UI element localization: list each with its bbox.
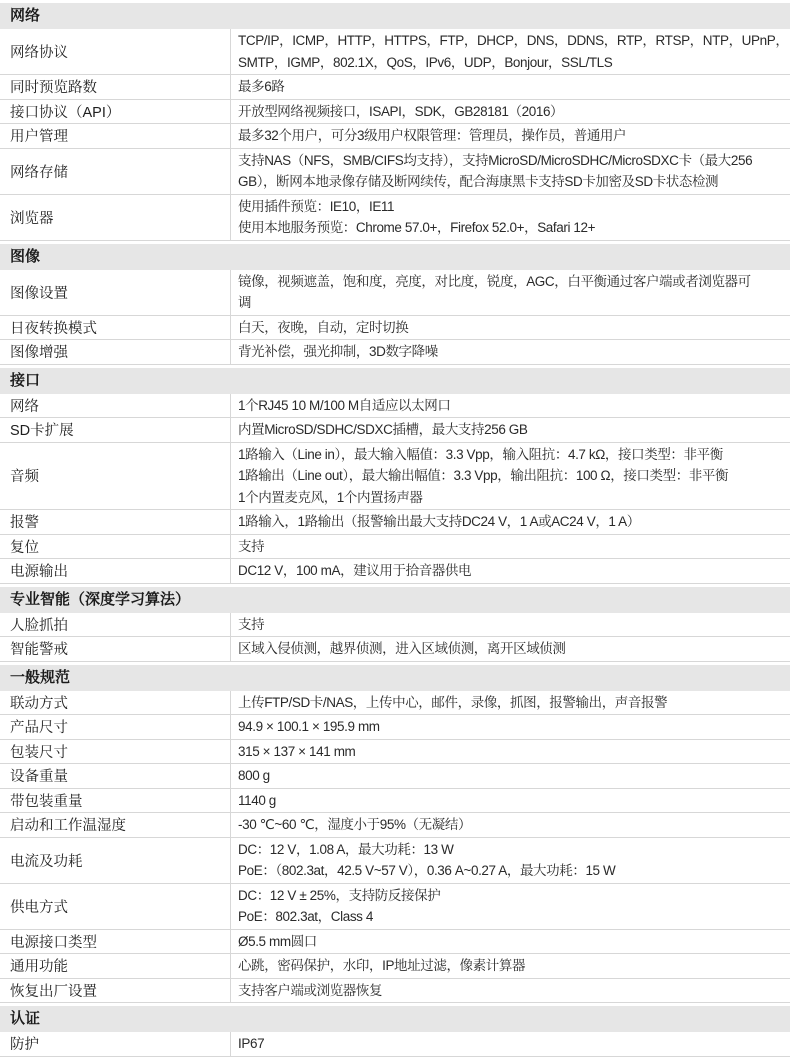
spec-value: [230, 884, 790, 929]
spec-label-text: 设备重量: [10, 769, 68, 786]
spec-value: [230, 1032, 790, 1056]
spec-value-line: SMTP，IGMP，802.1X，QoS，IPv6，UDP，Bonjour，SSL/TLS: [238, 54, 613, 70]
spec-value: [230, 813, 790, 837]
spec-label-text: 人脸抓拍: [10, 617, 68, 634]
spec-row: [0, 954, 790, 979]
spec-row: [0, 637, 790, 662]
spec-label-text: 网络存储: [10, 164, 68, 181]
spec-label: [0, 418, 230, 442]
spec-value: [230, 930, 790, 954]
spec-label-text: 用户管理: [10, 129, 68, 146]
spec-row: [0, 930, 790, 955]
spec-value-line: 315 × 137 × 141 mm: [238, 743, 356, 759]
spec-label: [0, 954, 230, 978]
spec-row: [0, 443, 790, 511]
spec-label-text: 带包装重量: [10, 793, 83, 810]
spec-label-text: 同时预览路数: [10, 80, 97, 97]
spec-label: [0, 340, 230, 364]
spec-row: [0, 813, 790, 838]
spec-row: [0, 124, 790, 149]
spec-label-text: 图像设置: [10, 285, 68, 302]
spec-row: [0, 340, 790, 365]
spec-row: [0, 740, 790, 765]
spec-value: [230, 954, 790, 978]
spec-value-line: TCP/IP，ICMP，HTTP，HTTPS，FTP，DHCP，DNS，DDNS，RTP，RTSP，NTP，UPnP，: [238, 33, 789, 48]
spec-label: [0, 316, 230, 340]
spec-label: [0, 100, 230, 124]
spec-label-text: SD卡扩展: [10, 423, 74, 440]
spec-value-line: 支持NAS（NFS，SMB/CIFS均支持），支持MicroSD/MicroSDHC/MicroSDXC卡（最大256: [238, 152, 753, 168]
spec-row: [0, 510, 790, 535]
spec-label: [0, 789, 230, 813]
spec-label-text: 电流及功耗: [10, 853, 83, 870]
spec-label-text: 电源接口类型: [10, 934, 97, 951]
spec-label-text: 网络协议: [10, 45, 68, 61]
spec-value: [230, 789, 790, 813]
spec-value-line: 最多32个用户，可分3级用户权限管理：管理员，操作员，普通用户: [238, 128, 627, 143]
spec-label: [0, 838, 230, 883]
spec-value-line: 94.9 × 100.1 × 195.9 mm: [238, 719, 380, 734]
spec-label: [0, 75, 230, 99]
spec-label: [0, 764, 230, 788]
spec-label-text: 启动和工作温湿度: [10, 818, 126, 835]
spec-value-line: 开放型网络视频接口，ISAPI，SDK，GB28181（2016）: [238, 103, 564, 119]
spec-row: [0, 613, 790, 638]
spec-value-line: Ø5.5 mm圆口: [238, 933, 317, 949]
spec-row: [0, 29, 790, 75]
spec-row: [0, 418, 790, 443]
spec-label: [0, 559, 230, 583]
spec-label-text: 通用功能: [10, 959, 68, 976]
spec-label-text: 包装尺寸: [10, 744, 68, 761]
spec-label-text: 供电方式: [10, 899, 68, 916]
section-header: 认证: [0, 1006, 790, 1032]
spec-label-text: 联动方式: [10, 695, 68, 712]
spec-label: [0, 979, 230, 1003]
spec-value: [230, 340, 790, 364]
spec-value: [230, 637, 790, 661]
spec-value-line: 1路输出（Line out），最大输出幅值：3.3 Vpp，输出阻抗：100 Ω，接口类型：非平衡: [238, 468, 729, 483]
spec-label: [0, 740, 230, 764]
spec-row: [0, 764, 790, 789]
spec-label: [0, 510, 230, 534]
spec-value: [230, 559, 790, 583]
spec-value-line: 支持: [238, 616, 265, 632]
spec-row: [0, 149, 790, 195]
spec-label-text: 产品尺寸: [10, 720, 68, 737]
spec-label: [0, 195, 230, 240]
spec-value: [230, 270, 790, 315]
spec-value: [230, 195, 790, 240]
spec-value-line: GB），断网本地录像存储及断网续传，配合海康黑卡支持SD卡加密及SD卡状态检测: [238, 174, 719, 189]
spec-row: [0, 270, 790, 316]
spec-label-text: 复位: [10, 539, 39, 556]
spec-value-line: 1路输入，1路输出（报警输出最大支持DC24 V，1 A或AC24 V，1 A）: [238, 514, 640, 529]
section-header: 接口: [0, 368, 790, 394]
spec-value-line: DC：12 V，1.08 A，最大功耗：13 W: [238, 841, 454, 857]
spec-value-line: 使用本地服务预览：Chrome 57.0+，Firefox 52.0+，Safari 12+: [238, 220, 596, 235]
spec-label: [0, 124, 230, 148]
spec-label: [0, 813, 230, 837]
spec-value-line: -30 ℃~60 ℃，湿度小于95%（无凝结）: [238, 817, 472, 832]
spec-label-text: 报警: [10, 515, 39, 532]
spec-label-text: 日夜转换模式: [10, 320, 97, 337]
spec-value-line: 调: [238, 295, 252, 310]
spec-row: [0, 75, 790, 100]
spec-value: [230, 510, 790, 534]
section-header: 一般规范: [0, 665, 790, 691]
spec-value-line: 背光补偿，强光抑制，3D数字降噪: [238, 344, 438, 359]
spec-label: [0, 715, 230, 739]
spec-value: [230, 838, 790, 883]
spec-row: [0, 884, 790, 930]
spec-value-line: 800 g: [238, 768, 270, 783]
spec-row: [0, 394, 790, 419]
spec-value: [230, 691, 790, 715]
spec-label-text: 智能警戒: [10, 642, 68, 659]
spec-value: [230, 100, 790, 124]
spec-label: [0, 29, 230, 74]
spec-value: [230, 535, 790, 559]
spec-table: [0, 3, 790, 1057]
spec-value-line: 支持: [238, 538, 265, 554]
spec-row: [0, 559, 790, 584]
spec-value: [230, 124, 790, 148]
spec-row: [0, 715, 790, 740]
spec-label: [0, 884, 230, 929]
spec-value-line: 镜像，视频遮盖，饱和度，亮度，对比度，锐度，AGC，白平衡通过客户端或者浏览器可: [238, 273, 751, 289]
spec-value-line: 支持客户端或浏览器恢复: [238, 982, 383, 998]
spec-value-line: PoE：（802.3at，42.5 V~57 V），0.36 A~0.27 A，最大功耗：15 W: [238, 863, 616, 878]
spec-row: [0, 979, 790, 1004]
spec-value-line: 1路输入（Line in），最大输入幅值：3.3 Vpp，输入阻抗：4.7 kΩ，接口类型：非平衡: [238, 446, 723, 462]
spec-value: [230, 979, 790, 1003]
spec-value-line: 使用插件预览：IE10，IE11: [238, 198, 395, 214]
section-header: 图像: [0, 244, 790, 270]
spec-label: [0, 1032, 230, 1056]
spec-value-line: 1140 g: [238, 792, 276, 808]
spec-value-line: 区域入侵侦测，越界侦测，进入区域侦测，离开区域侦测: [238, 641, 566, 656]
spec-value-line: DC12 V，100 mA，建议用于拾音器供电: [238, 563, 472, 578]
spec-label: [0, 535, 230, 559]
spec-value: [230, 764, 790, 788]
spec-value-line: PoE：802.3at，Class 4: [238, 909, 373, 924]
spec-value-line: 白天，夜晚，自动，定时切换: [238, 319, 409, 335]
spec-value: [230, 29, 790, 74]
spec-label: [0, 394, 230, 418]
spec-label: [0, 149, 230, 194]
spec-value-line: 1个RJ45 10 M/100 M自适应以太网口: [238, 397, 451, 413]
spec-label-text: 防护: [10, 1037, 39, 1054]
spec-value: [230, 740, 790, 764]
spec-value: [230, 316, 790, 340]
spec-label: [0, 637, 230, 661]
spec-label-text: 图像增强: [10, 345, 68, 362]
spec-value: [230, 75, 790, 99]
spec-label: [0, 930, 230, 954]
spec-value: [230, 394, 790, 418]
spec-value: [230, 418, 790, 442]
section-header: 专业智能（深度学习算法）: [0, 587, 790, 613]
spec-label-text: 音频: [10, 469, 39, 486]
spec-value-line: 最多6路: [238, 79, 285, 94]
spec-value: [230, 149, 790, 194]
spec-value-line: IP67: [238, 1036, 265, 1051]
spec-value-line: DC：12 V ± 25%，支持防反接保护: [238, 887, 441, 903]
spec-row: [0, 838, 790, 884]
spec-row: [0, 316, 790, 341]
spec-label-text: 恢复出厂设置: [10, 983, 97, 1000]
spec-label-text: 电源输出: [10, 564, 68, 581]
spec-row: [0, 100, 790, 125]
spec-label: [0, 270, 230, 315]
spec-row: [0, 691, 790, 716]
spec-label: [0, 443, 230, 510]
spec-value-line: 内置MicroSD/SDHC/SDXC插槽，最大支持256 GB: [238, 422, 528, 437]
spec-label: [0, 613, 230, 637]
spec-value-line: 心跳，密码保护，水印，IP地址过滤，像素计算器: [238, 958, 526, 973]
spec-row: [0, 535, 790, 560]
spec-value: [230, 443, 790, 510]
spec-label-text: 接口协议（API）: [10, 104, 121, 121]
spec-value-line: 上传FTP/SD卡/NAS，上传中心，邮件，录像，抓图，报警输出，声音报警: [238, 694, 668, 710]
spec-row: [0, 195, 790, 241]
spec-label-text: 网络: [10, 398, 39, 415]
spec-value: [230, 613, 790, 637]
spec-row: [0, 1032, 790, 1057]
spec-value: [230, 715, 790, 739]
spec-label-text: 浏览器: [10, 210, 54, 227]
section-header: 网络: [0, 3, 790, 29]
spec-row: [0, 789, 790, 814]
spec-label: [0, 691, 230, 715]
spec-value-line: 1个内置麦克风，1个内置扬声器: [238, 489, 423, 505]
